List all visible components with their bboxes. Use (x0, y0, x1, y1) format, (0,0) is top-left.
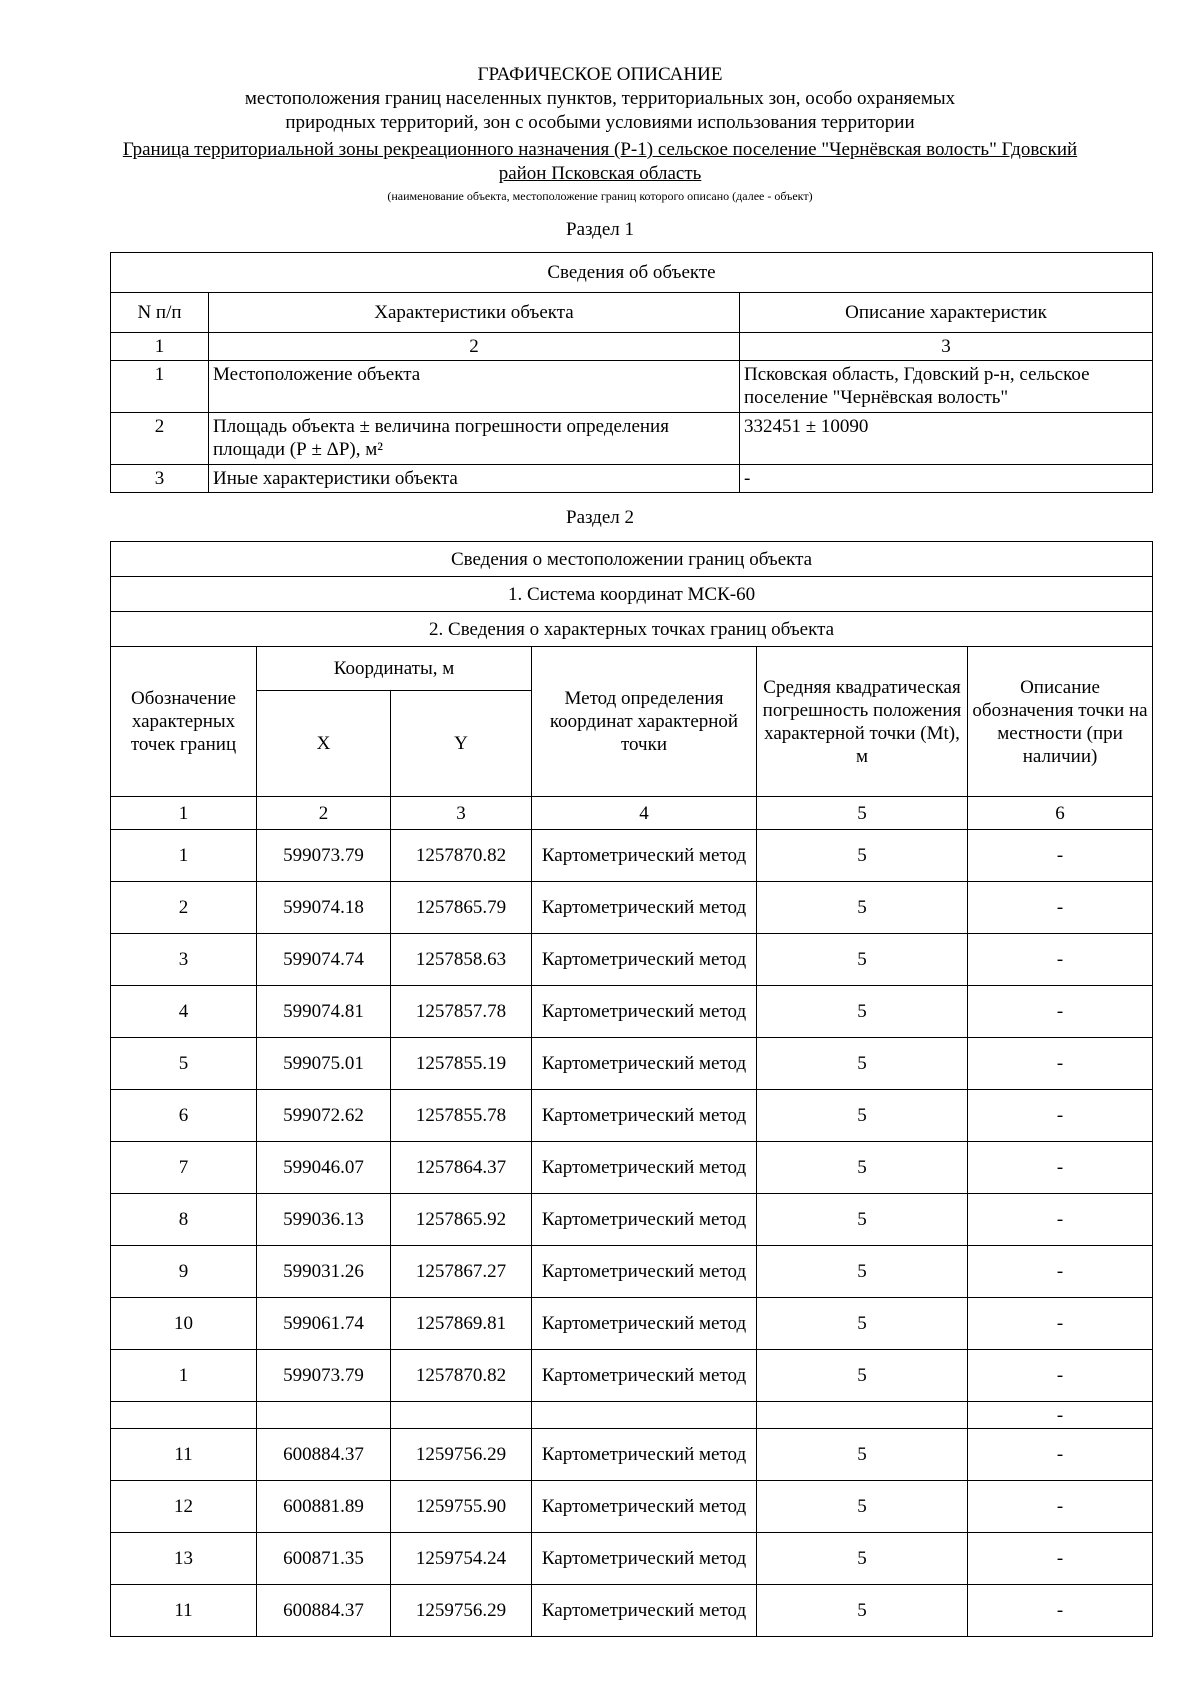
mean-error-value: 5 (757, 1038, 968, 1090)
method-value (532, 1402, 757, 1429)
point-description-value: - (968, 986, 1153, 1038)
column-number: 4 (532, 797, 757, 830)
point-number (111, 1402, 257, 1429)
method-value: Картометрический метод (532, 882, 757, 934)
point-description-value: - (968, 1090, 1153, 1142)
coordinate-x: 599073.79 (257, 830, 391, 882)
coordinate-y: 1259756.29 (391, 1429, 532, 1481)
table-row (111, 934, 1153, 986)
coordinate-y: 1257857.78 (391, 986, 532, 1038)
document-title: ГРАФИЧЕСКОЕ ОПИСАНИЕ (477, 64, 723, 85)
table-row (111, 1402, 1153, 1429)
point-description-value: - (968, 882, 1153, 934)
column-number: 2 (209, 333, 740, 361)
coordinate-y (391, 1402, 532, 1429)
point-number: 11 (111, 1585, 257, 1637)
column-number: 1 (111, 797, 257, 830)
object-info-table-title: Сведения об объекте (111, 253, 1153, 293)
characteristic-value: Псковская область, Гдовский р-н, сельское поселение "Чернёвская волость" (740, 361, 1153, 413)
mean-error-value: 5 (757, 1585, 968, 1637)
point-number: 12 (111, 1481, 257, 1533)
coordinate-x: 600871.35 (257, 1533, 391, 1585)
header-coordinates: Координаты, м (257, 647, 532, 691)
coordinate-x: 599074.81 (257, 986, 391, 1038)
coordinate-x: 599061.74 (257, 1298, 391, 1350)
coordinate-x: 599031.26 (257, 1246, 391, 1298)
point-description-value: - (968, 1585, 1153, 1637)
table-row (111, 361, 1153, 413)
row-number: 2 (111, 413, 209, 465)
mean-error-value: 5 (757, 882, 968, 934)
mean-error-value: 5 (757, 1090, 968, 1142)
document-subtitle-line-1: местоположения границ населенных пунктов, территориальных зон, особо охраняемых (244, 88, 956, 109)
table-row (111, 413, 1153, 465)
point-number: 1 (111, 1350, 257, 1402)
coordinate-x: 600881.89 (257, 1481, 391, 1533)
table-row (111, 465, 1153, 493)
coordinate-x: 599036.13 (257, 1194, 391, 1246)
method-value: Картометрический метод (532, 1350, 757, 1402)
mean-error-value: 5 (757, 1533, 968, 1585)
method-value: Картометрический метод (532, 1038, 757, 1090)
characteristic-name: Площадь объекта ± величина погрешности определения площади (Р ± ΔР), м² (209, 413, 740, 465)
boundary-points-table (110, 541, 1153, 1637)
point-number: 8 (111, 1194, 257, 1246)
point-number: 5 (111, 1038, 257, 1090)
column-header-characteristics: Характеристики объекта (209, 293, 740, 333)
column-number: 2 (257, 797, 391, 830)
coordinate-x: 600884.37 (257, 1585, 391, 1637)
point-number: 10 (111, 1298, 257, 1350)
mean-error-value: 5 (757, 1298, 968, 1350)
point-description-value: - (968, 1402, 1153, 1429)
method-value: Картометрический метод (532, 830, 757, 882)
coordinate-y: 1257864.37 (391, 1142, 532, 1194)
method-value: Картометрический метод (532, 1142, 757, 1194)
point-number: 9 (111, 1246, 257, 1298)
mean-error-value: 5 (757, 1429, 968, 1481)
coordinate-x: 599075.01 (257, 1038, 391, 1090)
table-row (111, 1533, 1153, 1585)
header-point-designation: Обозначение характерных точек границ (111, 647, 257, 797)
point-number: 6 (111, 1090, 257, 1142)
point-description-value: - (968, 1038, 1153, 1090)
table-row (111, 882, 1153, 934)
table-row (111, 1350, 1153, 1402)
point-number: 3 (111, 934, 257, 986)
row-number: 1 (111, 361, 209, 413)
point-number: 13 (111, 1533, 257, 1585)
coordinate-y: 1257867.27 (391, 1246, 532, 1298)
coordinate-y: 1257870.82 (391, 1350, 532, 1402)
table-row (111, 1481, 1153, 1533)
method-value: Картометрический метод (532, 1246, 757, 1298)
column-number: 1 (111, 333, 209, 361)
header-mean-error: Средняя квадратическая погрешность положения характерной точки (Mt), м (757, 647, 968, 797)
coordinate-system: 1. Система координат МСК-60 (111, 577, 1153, 612)
method-value: Картометрический метод (532, 1090, 757, 1142)
mean-error-value: 5 (757, 1481, 968, 1533)
object-info-table (110, 252, 1153, 493)
coordinate-x: 599046.07 (257, 1142, 391, 1194)
point-description-value: - (968, 1142, 1153, 1194)
coordinate-x: 599074.18 (257, 882, 391, 934)
point-description-value: - (968, 1350, 1153, 1402)
point-number: 4 (111, 986, 257, 1038)
coordinate-y: 1257865.79 (391, 882, 532, 934)
coordinate-x: 599073.79 (257, 1350, 391, 1402)
characteristic-name: Местоположение объекта (209, 361, 740, 413)
coordinate-y: 1257869.81 (391, 1298, 532, 1350)
table-row (111, 1429, 1153, 1481)
coordinate-x: 599072.62 (257, 1090, 391, 1142)
point-description-value: - (968, 830, 1153, 882)
table-row (111, 1298, 1153, 1350)
method-value: Картометрический метод (532, 1429, 757, 1481)
characteristic-value: 332451 ± 10090 (740, 413, 1153, 465)
characteristic-value: - (740, 465, 1153, 493)
header-point-description: Описание обозначения точки на местности (при наличии) (968, 647, 1153, 797)
coordinate-y: 1257870.82 (391, 830, 532, 882)
document-subtitle-line-2: природных территорий, зон с особыми условиями использования территории (285, 112, 915, 133)
points-section-title: 2. Сведения о характерных точках границ объекта (111, 612, 1153, 647)
section-1-label: Раздел 1 (566, 219, 634, 240)
method-value: Картометрический метод (532, 1533, 757, 1585)
point-number: 11 (111, 1429, 257, 1481)
mean-error-value: 5 (757, 1194, 968, 1246)
coordinate-y: 1257858.63 (391, 934, 532, 986)
method-value: Картометрический метод (532, 1298, 757, 1350)
coordinate-y: 1257855.19 (391, 1038, 532, 1090)
point-description-value: - (968, 1481, 1153, 1533)
row-number: 3 (111, 465, 209, 493)
point-description-value: - (968, 1429, 1153, 1481)
coordinate-y: 1259756.29 (391, 1585, 532, 1637)
mean-error-value: 5 (757, 1142, 968, 1194)
point-description-value: - (968, 1298, 1153, 1350)
column-header-description: Описание характеристик (740, 293, 1153, 333)
method-value: Картометрический метод (532, 1585, 757, 1637)
point-number: 2 (111, 882, 257, 934)
point-description-value: - (968, 1194, 1153, 1246)
mean-error-value: 5 (757, 986, 968, 1038)
object-name-line-2: район Псковская область (498, 163, 702, 184)
boundary-info-title: Сведения о местоположении границ объекта (111, 542, 1153, 577)
point-description-value: - (968, 934, 1153, 986)
method-value: Картометрический метод (532, 934, 757, 986)
header-x: X (257, 691, 391, 797)
point-number: 1 (111, 830, 257, 882)
point-number: 7 (111, 1142, 257, 1194)
method-value: Картометрический метод (532, 986, 757, 1038)
mean-error-value: 5 (757, 934, 968, 986)
header-y: Y (391, 691, 532, 797)
mean-error-value: 5 (757, 1246, 968, 1298)
coordinate-y: 1257855.78 (391, 1090, 532, 1142)
table-row (111, 1194, 1153, 1246)
method-value: Картометрический метод (532, 1194, 757, 1246)
mean-error-value: 5 (757, 830, 968, 882)
coordinate-y: 1257865.92 (391, 1194, 532, 1246)
table-row (111, 1142, 1153, 1194)
table-row (111, 1246, 1153, 1298)
column-number: 3 (740, 333, 1153, 361)
method-value: Картометрический метод (532, 1481, 757, 1533)
coordinate-x (257, 1402, 391, 1429)
mean-error-value (757, 1402, 968, 1429)
table-row (111, 1585, 1153, 1637)
table-row (111, 830, 1153, 882)
coordinate-x: 599074.74 (257, 934, 391, 986)
object-name-caption: (наименование объекта, местоположение границ которого описано (далее - объект) (387, 189, 813, 203)
coordinate-y: 1259754.24 (391, 1533, 532, 1585)
coordinate-y: 1259755.90 (391, 1481, 532, 1533)
point-description-value: - (968, 1533, 1153, 1585)
header-method: Метод определения координат характерной точки (532, 647, 757, 797)
section-2-label: Раздел 2 (566, 507, 634, 528)
column-number: 5 (757, 797, 968, 830)
table-row (111, 1038, 1153, 1090)
column-header-number: N п/п (111, 293, 209, 333)
coordinate-x: 600884.37 (257, 1429, 391, 1481)
column-number: 6 (968, 797, 1153, 830)
mean-error-value: 5 (757, 1350, 968, 1402)
points-body (111, 830, 1153, 1637)
characteristic-name: Иные характеристики объекта (209, 465, 740, 493)
point-description-value: - (968, 1246, 1153, 1298)
table-row (111, 1090, 1153, 1142)
table-row (111, 986, 1153, 1038)
column-number: 3 (391, 797, 532, 830)
object-name-line-1: Граница территориальной зоны рекреационного назначения (Р-1) сельское поселение "Чернёвская волость" Гдовский (122, 139, 1078, 160)
